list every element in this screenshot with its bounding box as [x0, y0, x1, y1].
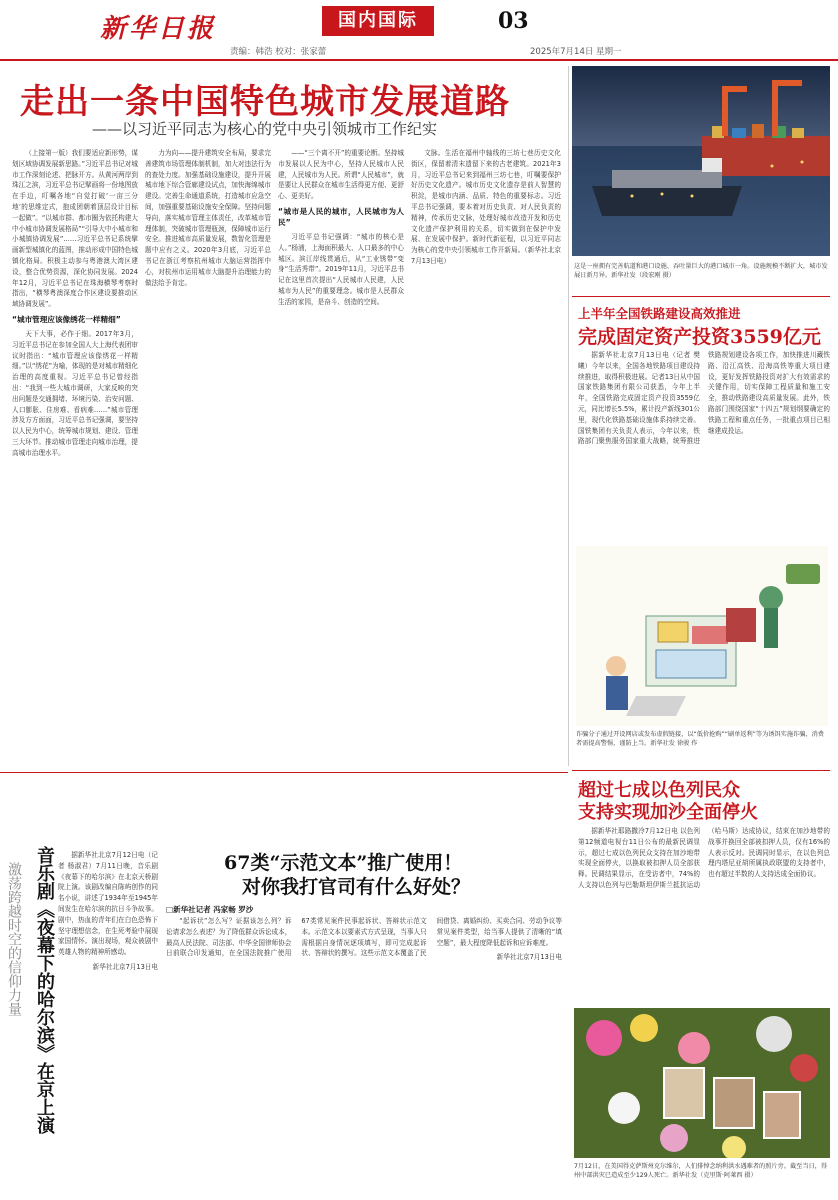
rail-body	[578, 350, 830, 540]
section-tab	[322, 6, 434, 36]
lead-col1-text: （上接第一版）我们要适应新形势，谋划区域协调发展新思路。”习近平总书记对城市工作深刻论述、把脉开方。从黄河两岸到珠江之滨，习近平总书记擘画将一份地图放在手边，叮嘱各地“自觉打破‘一亩三分地’的思维定式，抱成团朝着顶层设计目标一起做”。“以城市群、都市圈为依托构建大中小城市协调发展格局”“引导大中小城市和小城镇协调发展”……习近平总书记系统擘画新型城镇化的蓝图，推动形成中国特色城镇化格局。积极主动参与粤港澳大湾区建设，整合优势资源，深化协同发展。2024年12月，习近平总书记在珠海横琴考察时指出，“横琴粤澳深度合作区建设要推动区域协调发展”。	[12, 149, 138, 309]
rail-body-text: 据新华社北京7月13日电（记者 樊曦）今年以来，全国各地铁路项目建设持续推进，取得积极进展。记者13日从中国国家铁路集团有限公司获悉，今年上半年，全国铁路完成固定资产投资3559亿元，同比增长5.5%，累计投产新线301公里，现代化铁路基础设施体系持续完善。国铁集团有关负责人表示，今年以来，铁路部门聚焦服务国家重大战略，统筹推进铁路规划建设各项工作，加快推进川藏铁路、沿江高铁、沿海高铁等重大项目建设，更好发挥铁路投资对扩大有效需求的关键作用，切实保障工程质量和施工安全，推动铁路建设高质量发展。此外，铁路部门围绕国家“十四五”规划纲要确定的铁路工程和重点任务，一批重点项目已相继建成投运。	[578, 351, 830, 446]
model-tag: 新华社北京7月13日电	[496, 953, 562, 962]
lead-column-2	[145, 148, 271, 768]
memorial-photo-caption: 7月12日，在美国得克萨斯州克尔维尔，人们排悼念纳利洪水遇难者的照片旁。截至当日，得州中部洪灾已造成至少129人死亡。新华社发（克里斯·阿莱西 摄）	[574, 1163, 828, 1179]
port-photo-art	[572, 66, 830, 256]
gaza-headline-2: 支持实现加沙全面停火	[578, 802, 758, 823]
masthead	[0, 0, 838, 62]
lead-col3-subhead: “城市是人民的城市，人民城市为人民”	[278, 206, 404, 227]
memorial-photo-art	[574, 1008, 830, 1158]
lead-column-3	[278, 148, 404, 768]
music-body	[58, 850, 158, 1190]
port-photo-caption: 这是一座拥有完善航道和港口设施、吞吐量巨大的港口城市一角。设施规模不断扩大，城市发展日新月异。新华社发（段宏刚 摄）	[574, 263, 828, 279]
lead-column-4	[411, 148, 561, 760]
newspaper-logo: 新华日报	[100, 14, 217, 44]
port-photo	[572, 66, 830, 256]
lead-col2-text: 力为向——提升建筑安全布局，要求完善建筑市场管理体制机制，加大对违法行为的查处力度。加强基础设施建设，提升开展城市地下综合管廊建设试点，加快海绵城市建设。完善生命通道系统，打造城市应急空间，加强重要基础设施安全保障。坚持问题导向，落实城市管理主体责任，改革城市管理体制，突破城市管理瓶颈，保障城市运行安全。推进城市高质量发展，数智化管理是题中应有之义。2020年3月底，习近平总书记在浙江考察杭州城市大脑运营指挥中心，对杭州市运用城市大脑提升治理能力的做法给予肯定。	[145, 149, 271, 287]
gaza-body	[578, 826, 830, 1002]
masthead-rule	[0, 59, 838, 61]
model-headline-1: 67类“示范文本”推广使用！	[224, 852, 463, 874]
fraud-cartoon-art	[576, 546, 828, 726]
lead-subhead: ——以习近平同志为核心的党中央引领城市工作纪实	[92, 120, 438, 138]
music-tag: 新华社北京7月13日电	[92, 962, 158, 971]
model-body-text: “起诉状”怎么写？证据该怎么列？诉讼请求怎么表述？为了降低群众诉讼成本，最高人民法院、司法部、中华全国律师协会日前联合印发通知，在全国法院推广使用67类常见案件民事起诉状、答辩状示范文本。示范文本以要素式方式呈现，当事人只需根据自身情况逐项填写，即可完成起诉状、答辩状的撰写。这些示范文本覆盖了民间借贷、离婚纠纷、买卖合同、劳动争议等常见案件类型，给当事人提供了清晰的“填空题”，最大程度降低起诉和应诉难度。	[166, 917, 562, 958]
page-number: 03	[498, 8, 529, 34]
rail-kicker: 上半年全国铁路建设高效推进	[578, 306, 741, 321]
lead-col3-text-b: 习近平总书记强调：“城市的核心是人。”杨浦，上海面积最大、人口最多的中心城区。滨江岸线贯通后，从“工业锈带”变身“生活秀带”。2019年11月，习近平总书记在这里首次提出“人民城市人民建，人民城市为人民”的重要理念。城市是人民群众生活的家园，是奋斗、创造的空间。	[278, 232, 404, 306]
rail-headline: 完成固定资产投资3559亿元	[578, 326, 821, 348]
model-headline-2: 对你我打官司有什么好处？	[242, 876, 471, 898]
section-title: 国内国际	[338, 10, 418, 31]
music-headline: 音乐剧《夜幕下的哈尔滨》在京上演	[34, 846, 55, 1134]
gaza-headline-1: 超过七成以色列民众	[578, 780, 740, 801]
gaza-body-text: 据新华社耶路撒冷7月12日电 以色列第12频道电视台11日公布的最新民调显示，超过七成以色列民众支持在加沙地带实现全面停火，以换取被扣押人员全部获释。民调结果显示，在受访者中，74%的人支持以色列与巴勒斯坦伊斯兰抵抗运动（哈马斯）达成协议，结束在加沙地带的战事并换回全部被扣押人员，仅有16%的人表示反对。民调同时显示，在以色列总理内塔尼亚胡所属执政联盟的支持者中，也有超过半数的人支持达成全面协议。	[578, 827, 830, 889]
lead-column-1	[12, 148, 138, 768]
lead-divider	[568, 66, 569, 766]
editors-line: 责编：韩浩 校对：张家蕾	[230, 47, 327, 57]
issue-date: 2025年7月14日 星期一	[530, 47, 622, 57]
lead-col1-subhead: “城市管理应该像绣花一样精细”	[12, 314, 121, 324]
model-byline: □新华社记者 冯家畅 罗沙	[166, 905, 254, 914]
lead-col1-text-b: 天下大事，必作于细。2017年3月，习近平总书记在参加全国人大上海代表团审议时指出：“城市管理应该像绣花一样精细。”以“绣花”为喻，体现的是对城市精细化治理的高度重视。习近平总书记曾经指出：“我到一些大城市调研，大家反映的突出问题是交通拥堵、环境污染、治安问题、人口膨胀、住房难、看病难……”城市管理涉及方方面面，习近平总书记强调，要坚持以人民为中心，统筹城市规划、建设、管理三大环节。推动城市管理走向城市治理，提高城市治理水平。	[12, 329, 138, 457]
fraud-cartoon-caption: 诈骗分子通过开设网店或发布虚假链接，以“低价抢购”“刷单返利”等为诱饵实施诈骗，消费者需提高警惕，谨防上当。新华社发 徐骏 作	[576, 731, 824, 747]
lead-headline: 走出一条中国特色城市发展道路	[20, 82, 510, 122]
music-top-rule	[0, 772, 568, 773]
music-subhead: 激荡跨越时空的信仰力量	[6, 862, 22, 1016]
music-body-text: 据新华社北京7月12日电（记者 杨淑君）7月11日晚，音乐剧《夜幕下的哈尔滨》在北京天桥剧院上演。该剧改编自陈屿创作的同名小说，讲述了1934年至1945年间发生在哈尔滨的抗日斗争故事。剧中，热血的青年们在白色恐怖下坚守理想信念，在生死考验中展现家国情怀。演出现场，观众被剧中英雄人物的精神所感动。	[58, 851, 158, 957]
rail-top-rule	[572, 296, 830, 297]
lead-col3-text: ——“三个离不开”的重要论断。坚持城市发展以人民为中心，坚持人民城市人民建，人民城市为人民。所谓“人民城市”，就是要让人民群众在城市生活得更方便、更舒心、更美好。	[278, 149, 404, 201]
gaza-top-rule	[572, 770, 830, 771]
fraud-cartoon	[576, 546, 828, 726]
memorial-photo	[574, 1008, 830, 1158]
model-body	[166, 916, 562, 1192]
lead-col4-text: 文脉。生活在福州中轴线的三坊七巷历史文化街区，保留着清末遗留下来的古老建筑。2021年3月，习近平总书记来到福州三坊七巷，叮嘱要保护好历史文化遗产。城市历史文化遗存是前人智慧的积淀，是城市内涵、品质、特色的重要标志。习近平总书记强调，要本着对历史负责、对人民负责的精神，传承历史文脉，处理好城市改造开发和历史文化遗产保护利用的关系，切实做到在保护中发展、在发展中保护。新时代新征程，以习近平同志为核心的党中央引领城市工作开新局。（新华社北京7月13日电）	[411, 149, 561, 265]
